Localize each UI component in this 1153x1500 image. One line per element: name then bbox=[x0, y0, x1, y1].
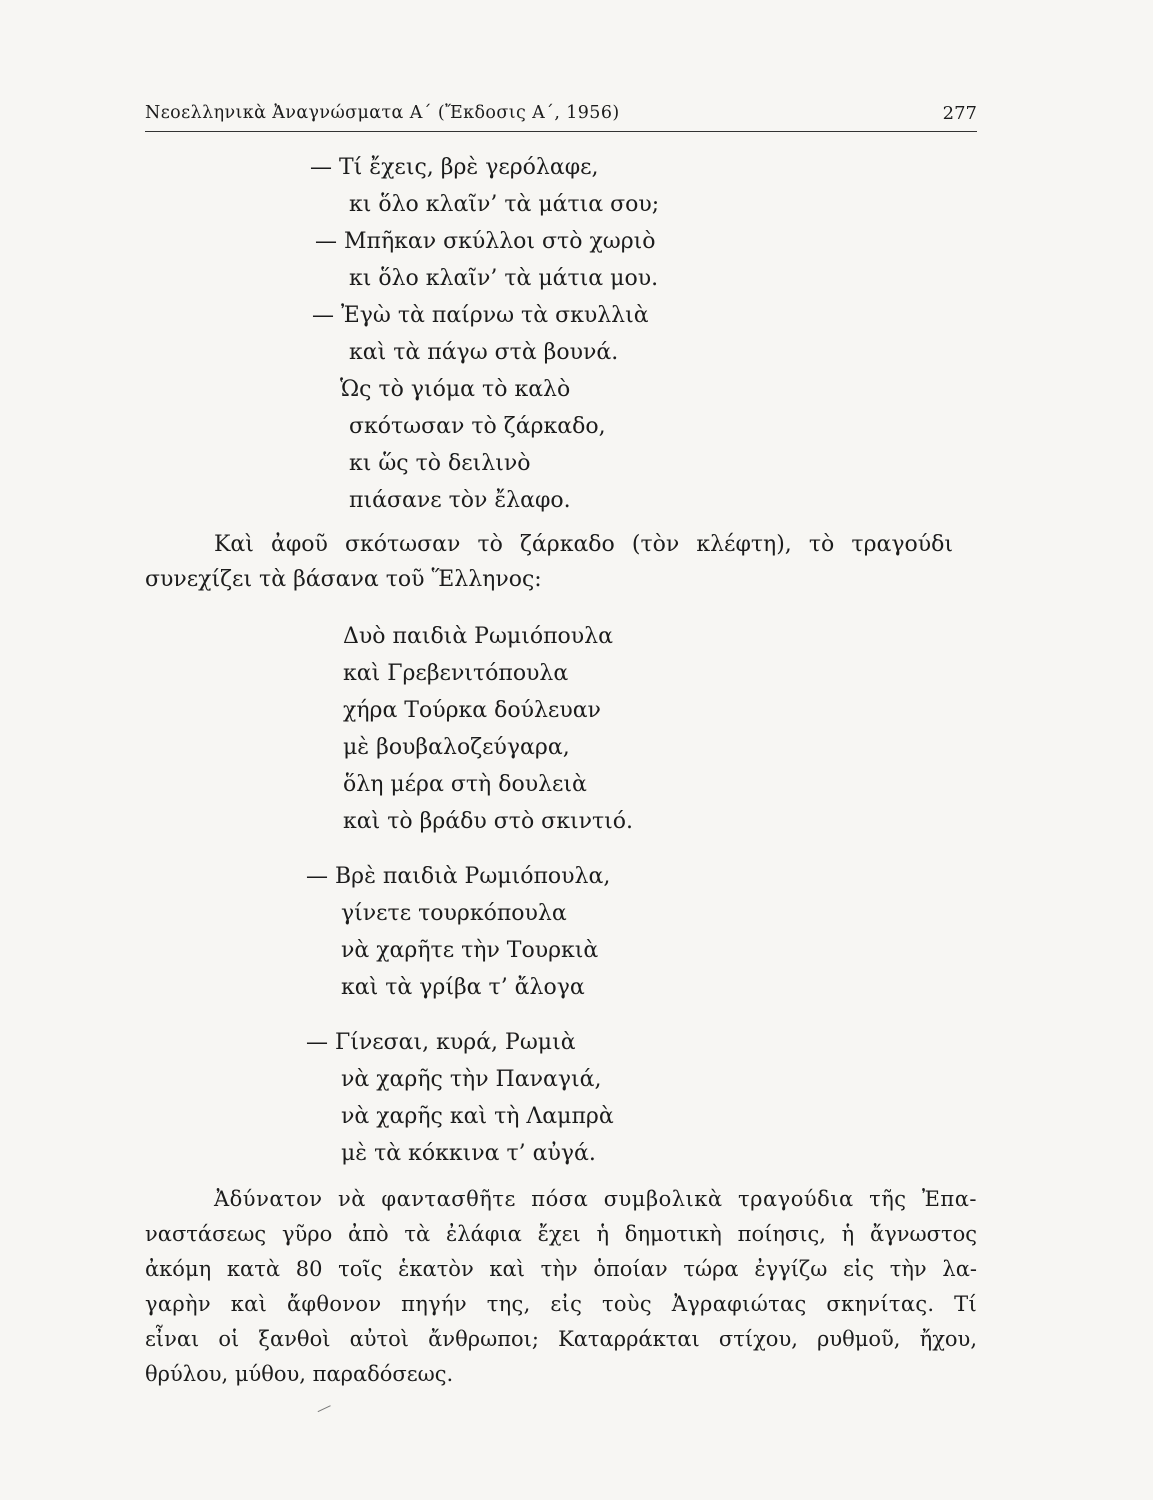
verse-line: — Βρὲ παιδιὰ Ρωμιόπουλα, bbox=[306, 864, 611, 889]
verse-line: μὲ βουβαλοζεύγαρα, bbox=[343, 735, 570, 760]
verse-line: νὰ χαρῆς καὶ τὴ Λαμπρὰ bbox=[341, 1104, 614, 1129]
running-header bbox=[145, 103, 977, 132]
page-number: 277 bbox=[942, 103, 977, 124]
verse-line: καὶ τὰ γρίβα τ’ ἄλογα bbox=[341, 975, 585, 1000]
pen-mark bbox=[318, 1405, 333, 1415]
verse-line: καὶ Γρεβενιτόπουλα bbox=[343, 661, 569, 686]
verse-line: Ὡς τὸ γιόμα τὸ καλὸ bbox=[340, 377, 571, 402]
verse-line: Δυὸ παιδιὰ Ρωμιόπουλα bbox=[343, 624, 613, 649]
paragraph-line: ἀκόμη κατὰ 80 τοῖς ἑκατὸν καὶ τὴν ὁποίαν τώρα ἐγγίζω εἰς τὴν λα- bbox=[145, 1257, 977, 1281]
verse-line: σκότωσαν τὸ ζάρκαδο, bbox=[349, 414, 606, 439]
paragraph-line: γαρὴν καὶ ἄφθονον πηγήν της, εἰς τοὺς Ἀγραφιώτας σκηνίτας. Τί bbox=[145, 1292, 977, 1316]
verse-line: κι ὅλο κλαῖν’ τὰ μάτια μου. bbox=[349, 266, 659, 291]
paragraph-line: εἶναι οἱ ξανθοὶ αὐτοὶ ἄνθρωποι; Καταρράκται στίχου, ρυθμοῦ, ἤχου, bbox=[145, 1327, 977, 1351]
verse-line: — Τί ἔχεις, βρὲ γερόλαφε, bbox=[310, 155, 599, 180]
paragraph-line: ναστάσεως γῦρο ἀπὸ τὰ ἐλάφια ἔχει ἡ δημοτικὴ ποίησις, ἡ ἄγνωστος bbox=[145, 1222, 977, 1246]
verse-line: νὰ χαρῆτε τὴν Τουρκιὰ bbox=[341, 938, 599, 963]
verse-line: πιάσανε τὸν ἔλαφο. bbox=[349, 488, 571, 513]
paragraph-line: Ἀδύνατον νὰ φαντασθῆτε πόσα συμβολικὰ τραγούδια τῆς Ἐπα- bbox=[214, 1187, 977, 1211]
verse-line: κι ὅλο κλαῖν’ τὰ μάτια σου; bbox=[349, 192, 660, 217]
paragraph-line: Καὶ ἀφοῦ σκότωσαν τὸ ζάρκαδο (τὸν κλέφτη), τὸ τραγούδι bbox=[214, 532, 953, 557]
verse-line: καὶ τὰ πάγω στὰ βουνά. bbox=[349, 340, 619, 365]
verse-line: ὅλη μέρα στὴ δουλειὰ bbox=[343, 772, 587, 797]
verse-line: — Γίνεσαι, κυρά, Ρωμιὰ bbox=[306, 1030, 576, 1055]
paragraph-line: θρύλου, μύθου, παραδόσεως. bbox=[145, 1362, 454, 1386]
verse-line: χήρα Τούρκα δούλευαν bbox=[343, 698, 601, 723]
verse-line: κι ὥς τὸ δειλινὸ bbox=[349, 451, 531, 476]
paragraph-line: συνεχίζει τὰ βάσανα τοῦ Ἕλληνος: bbox=[145, 567, 542, 592]
verse-line: καὶ τὸ βράδυ στὸ σκιντιό. bbox=[343, 809, 633, 834]
verse-line: — Ἐγὼ τὰ παίρνω τὰ σκυλλιὰ bbox=[312, 303, 649, 328]
verse-line: μὲ τὰ κόκκινα τ’ αὐγά. bbox=[341, 1141, 596, 1166]
verse-line: γίνετε τουρκόπουλα bbox=[341, 901, 567, 926]
verse-line: — Μπῆκαν σκύλλοι στὸ χωριὸ bbox=[315, 229, 656, 254]
header-title: Νεοελληνικὰ Ἀναγνώσματα Α΄ (Ἔκδοσις Α΄, 1956) bbox=[145, 103, 620, 123]
verse-line: νὰ χαρῆς τὴν Παναγιά, bbox=[341, 1067, 602, 1092]
